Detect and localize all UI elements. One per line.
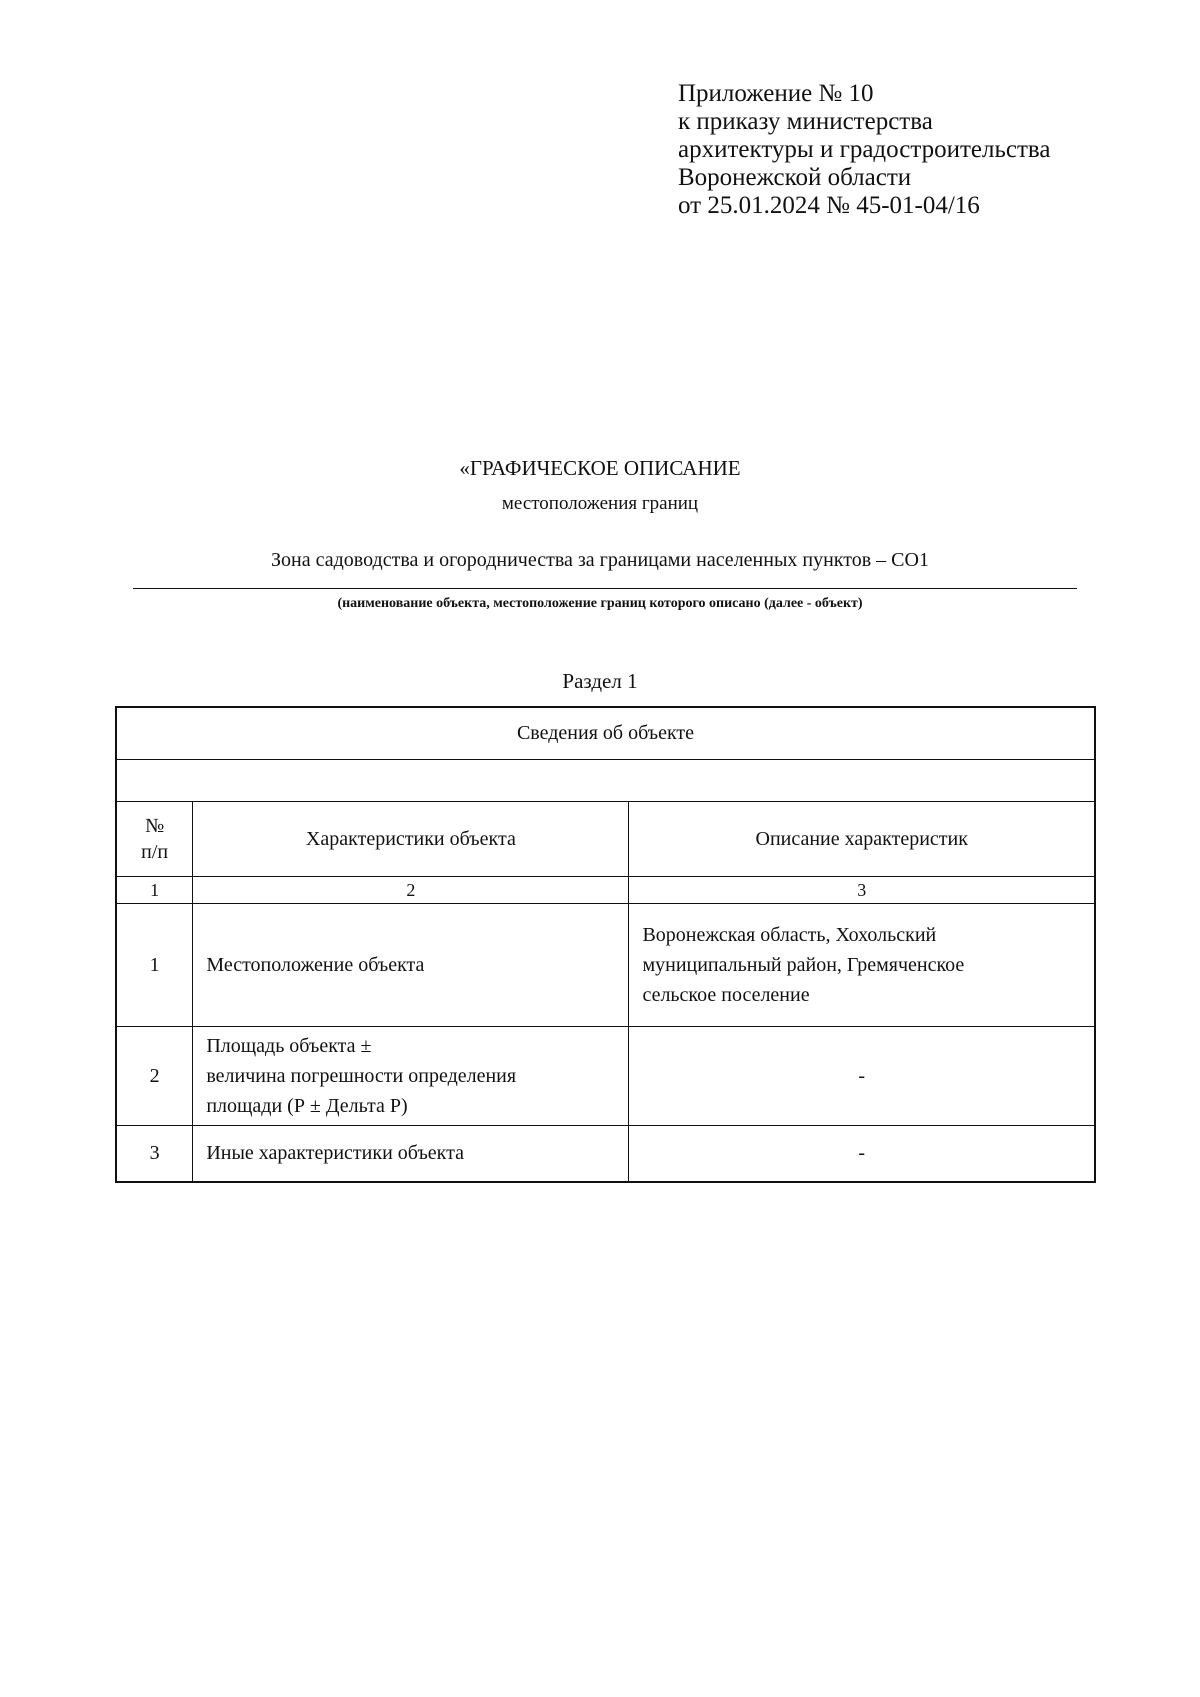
title-sub: местоположения границ [501,493,699,514]
row-characteristic: Площадь объекта ± величина погрешности определения площади (Р ± Дельта Р) [193,1027,629,1126]
appendix-line: Воронежской области [678,164,912,191]
row-description: Воронежская область, Хохольский муниципальный район, Гремяченское сельское поселение [629,904,1095,1027]
appendix-header [678,80,1050,220]
object-name-underline [133,588,1077,589]
object-info-table [115,706,1096,1183]
column-index-row [116,877,1095,904]
table-row [116,1126,1095,1183]
appendix-line: к приказу министерства [678,108,933,135]
document-title [0,455,1200,517]
row-num: 3 [116,1126,193,1183]
header-num: № п/п [116,802,193,877]
row-description: - [629,1126,1095,1183]
column-index: 3 [629,877,1095,904]
row-characteristic: Иные характеристики объекта [193,1126,629,1183]
table-title: Сведения об объекте [116,707,1095,760]
table-header-row [116,802,1095,877]
table-empty-cell [116,760,1095,802]
title-main: «ГРАФИЧЕСКОЕ ОПИСАНИЕ [459,456,741,480]
appendix-line: от 25.01.2024 № 45-01-04/16 [678,192,980,219]
row-num: 1 [116,904,193,1027]
row-characteristic: Местоположение объекта [193,904,629,1027]
column-index: 1 [116,877,193,904]
table-title-row [116,707,1095,760]
header-description: Описание характеристик [629,802,1095,877]
appendix-line: Приложение № 10 [678,80,874,107]
header-characteristic: Характеристики объекта [193,802,629,877]
table-row [116,904,1095,1027]
object-name: Зона садоводства и огородничества за границами населенных пунктов – СО1 [271,549,929,571]
table-empty-row [116,760,1095,802]
table-row [116,1027,1095,1126]
section-label: Раздел 1 [562,669,638,693]
row-num: 2 [116,1027,193,1126]
appendix-line: архитектуры и градостроительства [678,136,1051,163]
column-index: 2 [193,877,629,904]
object-caption: (наименование объекта, местоположение границ которого описано (далее - объект) [337,596,863,611]
row-description: - [629,1027,1095,1126]
